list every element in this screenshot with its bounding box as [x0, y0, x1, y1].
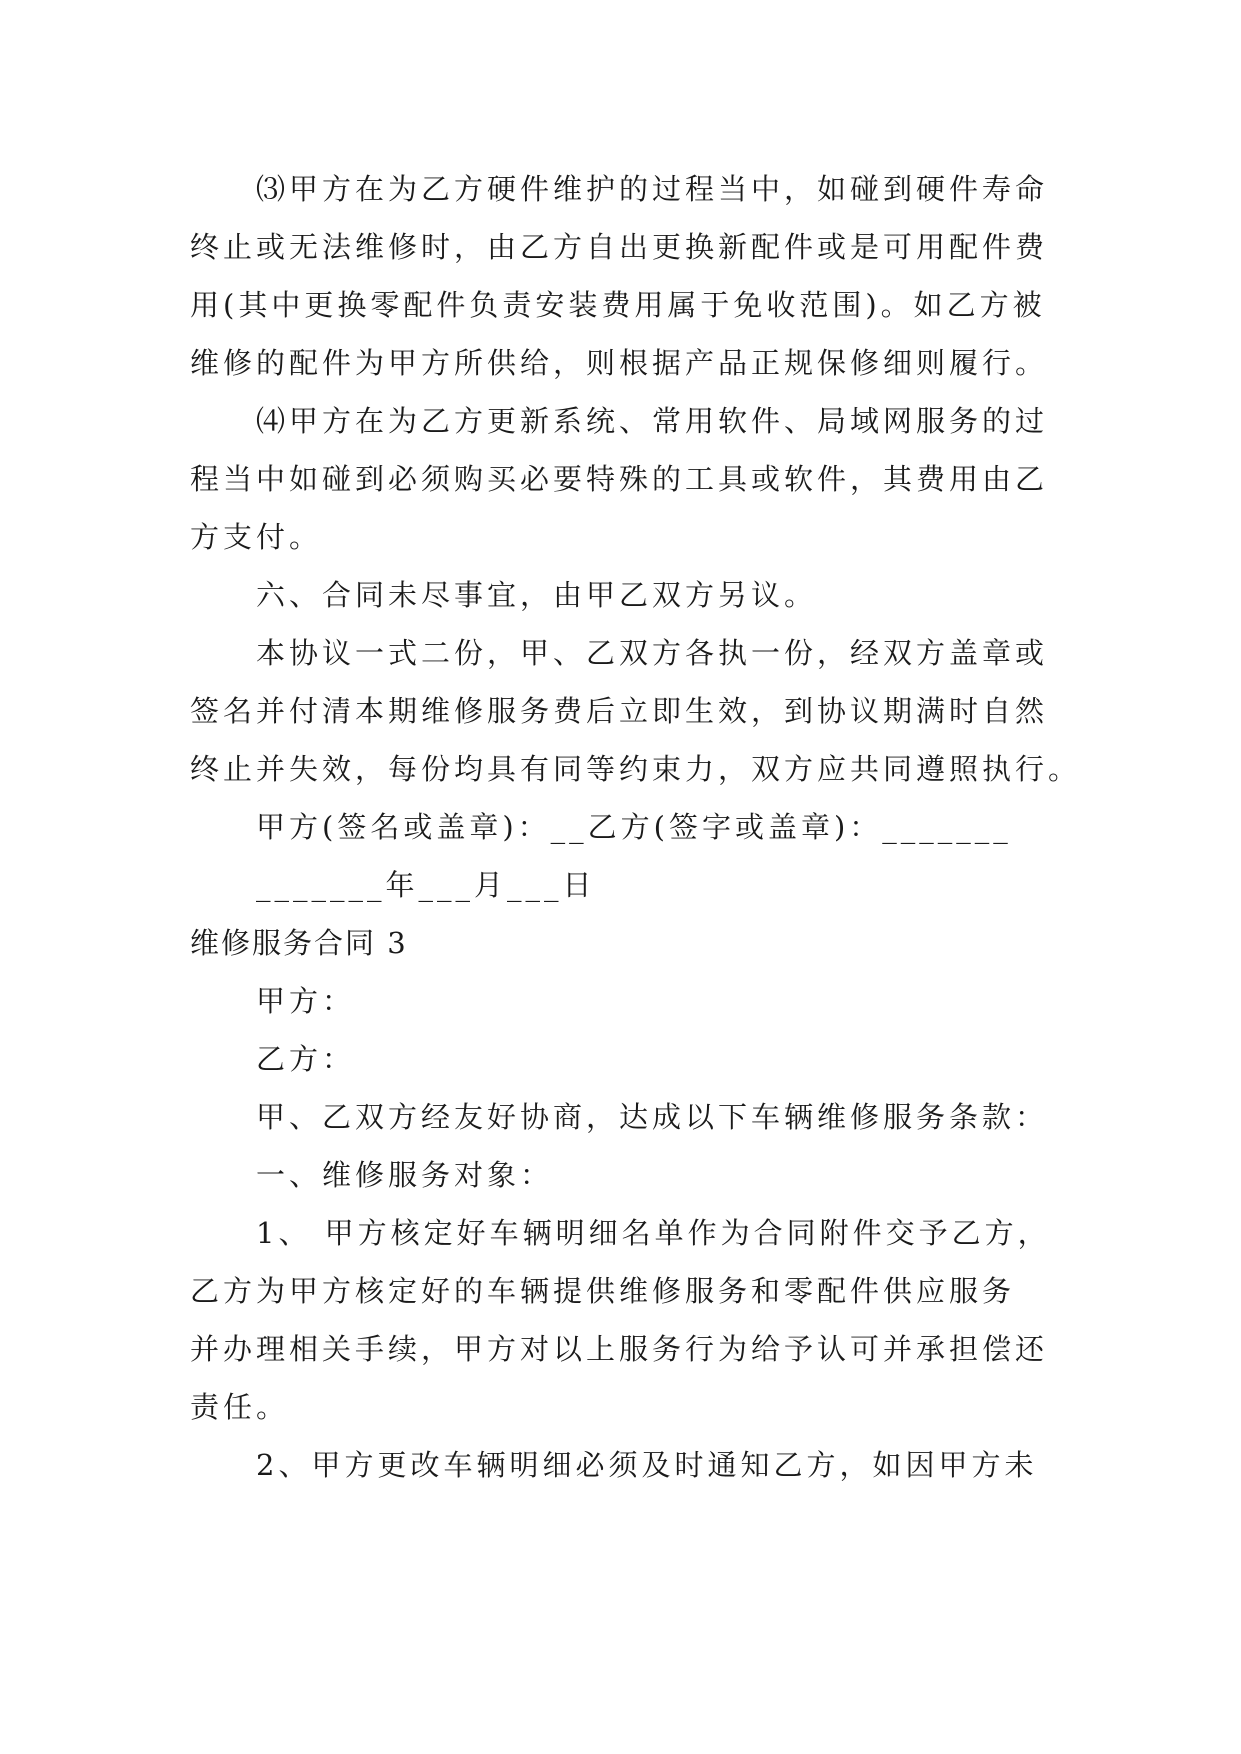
text-line: 用(其中更换零配件负责安装费用属于免收范围)。如乙方被 — [190, 288, 1046, 322]
party-b-line — [190, 1030, 1070, 1088]
text-line: 本协议一式二份，甲、乙双方各执一份，经双方盖章或 — [256, 636, 1049, 670]
text-line: 2、甲方更改车辆明细必须及时通知乙方，如因甲方未 — [256, 1448, 1038, 1482]
paragraph-agreement-copies — [190, 624, 1082, 798]
text-line: 1、 甲方核定好车辆明细名单作为合同附件交予乙方， — [256, 1216, 1051, 1250]
paragraph-other-matters — [190, 566, 1070, 624]
text-line: 甲、乙双方经友好协商，达成以下车辆维修服务条款： — [256, 1100, 1049, 1134]
item-1-paragraph — [190, 1204, 1070, 1436]
section-title: 维修服务合同 3 — [190, 926, 408, 960]
text-line: 甲方(签名或盖章)：__乙方(签字或盖章)：_______ — [256, 810, 1012, 844]
text-line: 终止或无法维修时，由乙方自出更换新配件或是可用配件费 — [190, 230, 1049, 264]
text-line: 方支付。 — [190, 520, 323, 554]
document-page — [190, 160, 1082, 1494]
text-line: 甲方： — [256, 984, 356, 1018]
signature-line — [190, 798, 1070, 856]
intro-paragraph — [190, 1088, 1070, 1146]
party-a-line — [190, 972, 1070, 1030]
text-line: 并办理相关手续，甲方对以上服务行为给予认可并承担偿还 — [190, 1332, 1049, 1366]
text-line: 程当中如碰到必须购买必要特殊的工具或软件，其费用由乙 — [190, 462, 1049, 496]
date-line — [190, 856, 1070, 914]
paragraph-software-update — [190, 392, 1070, 566]
text-line: _______年___月___日 — [256, 868, 596, 902]
text-line: 六、合同未尽事宜，由甲乙双方另议。 — [256, 578, 818, 612]
heading-service-object — [190, 1146, 1070, 1204]
text-line: 乙方为甲方核定好的车辆提供维修服务和零配件供应服务 — [190, 1274, 1016, 1308]
text-line: 维修的配件为甲方所供给，则根据产品正规保修细则履行。 — [190, 346, 1049, 380]
text-line: 责任。 — [190, 1390, 290, 1424]
item-2-paragraph — [190, 1436, 1070, 1494]
text-line: ⑶甲方在为乙方硬件维护的过程当中，如碰到硬件寿命 — [256, 172, 1049, 206]
text-line: ⑷甲方在为乙方更新系统、常用软件、局域网服务的过 — [256, 404, 1049, 438]
text-line: 乙方： — [256, 1042, 356, 1076]
paragraph-hardware-maintenance — [190, 160, 1070, 392]
text-line: 签名并付清本期维修服务费后立即生效，到协议期满时自然 — [190, 694, 1049, 728]
text-line: 终止并失效，每份均具有同等约束力，双方应共同遵照执行。 — [190, 752, 1082, 786]
text-line: 一、维修服务对象： — [256, 1158, 554, 1192]
